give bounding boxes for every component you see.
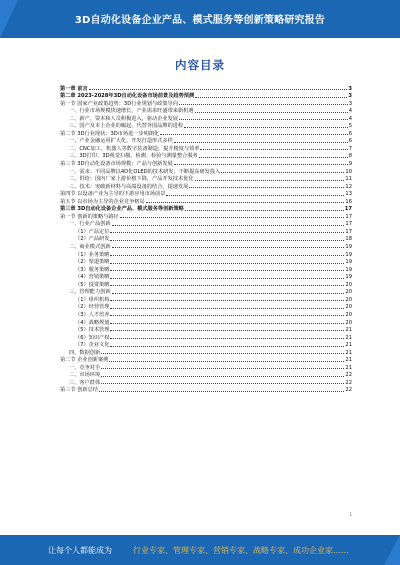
toc-entry-page: 19 bbox=[345, 266, 352, 273]
toc-entry-title: 第一节 国家产业政策趋势：3D行业规划与政策导向 bbox=[60, 100, 178, 107]
toc-entry[interactable] bbox=[60, 137, 352, 145]
toc-entry[interactable] bbox=[60, 371, 352, 379]
toc-entry-title: 第四节 以设备产业为主导的下游应用市场前景 bbox=[60, 191, 166, 198]
toc-entry[interactable] bbox=[60, 250, 352, 258]
toc-entry[interactable] bbox=[60, 333, 352, 341]
toc-entry-title: 第五节 以市场为主导的企业竞争格局 bbox=[60, 198, 145, 205]
toc-entry-title: （2）产品研发 bbox=[75, 236, 110, 243]
toc-entry-title: （3）人才培养 bbox=[75, 311, 110, 318]
toc-leader-dots bbox=[99, 391, 344, 392]
toc-entry-title: 一、行业市场规模快速增长，产业需求旺盛带来新机遇 bbox=[69, 108, 194, 115]
toc-entry[interactable] bbox=[60, 348, 352, 356]
toc-entry-title: 第三节 3D自动化设备市场规模：产品与创新发展 bbox=[60, 161, 173, 168]
toc-entry[interactable] bbox=[60, 265, 352, 273]
toc-leader-dots bbox=[195, 112, 348, 113]
toc-entry-title: 一、需求：不同品牌以4D化OLED的技术研发，不断提高研发投入 bbox=[69, 168, 221, 175]
toc-entry[interactable] bbox=[60, 129, 352, 137]
toc-entry-page: 3 bbox=[348, 93, 352, 100]
toc-entry-page: 21 bbox=[345, 327, 352, 334]
toc-entry-title: 二、CNC加工、机器人等数字装备制造，提升精度与效率 bbox=[69, 145, 200, 152]
toc-leader-dots bbox=[110, 323, 344, 324]
toc-leader-dots bbox=[112, 247, 345, 248]
toc-entry-page: 21 bbox=[345, 357, 352, 364]
toc-entry[interactable] bbox=[60, 273, 352, 281]
toc-entry-page: 19 bbox=[345, 274, 352, 281]
toc-entry[interactable] bbox=[60, 122, 352, 130]
toc-entry-title: 三、3D打印、3D视觉扫描、检测、检验与测量整合服务 bbox=[69, 153, 198, 160]
toc-leader-dots bbox=[110, 278, 344, 279]
footer-slogan: 让每个人都能成为 bbox=[48, 546, 112, 555]
toc-title: 内容目录 bbox=[175, 58, 225, 72]
toc-entry-page: 11 bbox=[345, 176, 352, 183]
toc-entry[interactable] bbox=[60, 205, 352, 213]
toc-entry-title: （1）组织机构 bbox=[75, 296, 110, 303]
toc-entry-page: 7 bbox=[348, 145, 352, 152]
toc-entry-title: （3）服务策略 bbox=[75, 266, 110, 273]
toc-entry-page: 20 bbox=[345, 319, 352, 326]
toc-entry-page: 3 bbox=[348, 100, 352, 107]
toc-leader-dots bbox=[110, 308, 344, 309]
toc-entry[interactable] bbox=[60, 182, 352, 190]
toc-entry-title: 第一章 前言 bbox=[60, 85, 88, 92]
toc-entry-page: 3 bbox=[348, 85, 352, 92]
footer-tagline: 行业专家、管理专家、营销专家、战略专家、成功企业家…… bbox=[133, 546, 349, 555]
table-of-contents bbox=[60, 84, 352, 393]
toc-leader-dots bbox=[195, 180, 345, 181]
toc-leader-dots bbox=[101, 353, 344, 354]
toc-leader-dots bbox=[109, 361, 344, 362]
toc-entry-page: 13 bbox=[345, 191, 352, 198]
toc-entry-page: 20 bbox=[345, 311, 352, 318]
toc-leader-dots bbox=[101, 376, 344, 377]
toc-entry-title: 三、管理能力创新 bbox=[69, 289, 111, 296]
toc-leader-dots bbox=[110, 300, 344, 301]
toc-entry[interactable] bbox=[60, 235, 352, 243]
toc-entry-title: 三、客户群体 bbox=[69, 379, 101, 386]
toc-entry[interactable] bbox=[60, 114, 352, 122]
toc-entry[interactable] bbox=[60, 258, 352, 266]
toc-entry-title: （1）产品定位 bbox=[75, 228, 110, 235]
toc-entry[interactable] bbox=[60, 92, 352, 100]
toc-leader-dots bbox=[199, 157, 348, 158]
toc-leader-dots bbox=[221, 172, 344, 173]
toc-entry[interactable] bbox=[60, 107, 352, 115]
toc-entry[interactable] bbox=[60, 220, 352, 228]
toc-leader-dots bbox=[146, 202, 345, 203]
toc-leader-dots bbox=[189, 187, 344, 188]
toc-leader-dots bbox=[184, 127, 348, 128]
toc-leader-dots bbox=[166, 195, 344, 196]
toc-entry-page: 20 bbox=[345, 304, 352, 311]
toc-entry-page: 12 bbox=[345, 183, 352, 190]
toc-entry-page: 21 bbox=[345, 364, 352, 371]
toc-entry-title: 二、市场环境 bbox=[69, 372, 101, 379]
toc-leader-dots bbox=[174, 164, 348, 165]
toc-entry[interactable] bbox=[60, 84, 352, 92]
toc-entry-title: （4）战略规划 bbox=[75, 319, 110, 326]
toc-leader-dots bbox=[110, 263, 344, 264]
toc-entry-page: 20 bbox=[345, 289, 352, 296]
toc-entry-title: 第二章 2023-2028年3D自动化设备市场前景及趋势预测 bbox=[60, 93, 195, 100]
toc-entry-page: 21 bbox=[345, 349, 352, 356]
toc-entry[interactable] bbox=[60, 212, 352, 220]
toc-entry[interactable] bbox=[60, 99, 352, 107]
toc-entry-title: 一、行业产品创新 bbox=[69, 221, 111, 228]
toc-entry-title: （2）渠道策略 bbox=[75, 259, 110, 266]
toc-leader-dots bbox=[120, 217, 345, 218]
toc-leader-dots bbox=[174, 142, 348, 143]
toc-entry[interactable] bbox=[60, 318, 352, 326]
toc-entry-title: （5）投资策略 bbox=[75, 281, 110, 288]
toc-leader-dots bbox=[89, 89, 348, 90]
toc-entry-title: （4）营销策略 bbox=[75, 274, 110, 281]
toc-entry-title: 二、供给：国内厂家上游价格下降，产品开发技术优化 bbox=[69, 176, 194, 183]
toc-entry-title: （7）企业文化 bbox=[75, 342, 110, 349]
toc-leader-dots bbox=[160, 134, 347, 135]
toc-leader-dots bbox=[112, 225, 345, 226]
toc-entry[interactable] bbox=[60, 378, 352, 386]
toc-entry-title: 第二节 3D行业现状：3D市场进一步明朗化 bbox=[60, 130, 160, 137]
toc-entry-title: （6）知识产权 bbox=[75, 334, 110, 341]
toc-entry-page: 22 bbox=[345, 387, 352, 394]
toc-leader-dots bbox=[110, 270, 344, 271]
toc-entry[interactable] bbox=[60, 159, 352, 167]
toc-entry-page: 19 bbox=[345, 259, 352, 266]
toc-entry-page: 17 bbox=[344, 206, 352, 213]
toc-entry-page: 17 bbox=[345, 213, 352, 220]
toc-entry-title: 三、国产及本土企业的崛起，代替外国品牌的进程 bbox=[69, 123, 184, 130]
toc-leader-dots bbox=[101, 383, 344, 384]
toc-entry-page: 10 bbox=[345, 168, 352, 175]
toc-leader-dots bbox=[110, 240, 344, 241]
toc-leader-dots bbox=[179, 119, 348, 120]
footer-decoration bbox=[384, 535, 400, 565]
toc-entry-title: 第二节 企业创新案例 bbox=[60, 357, 109, 364]
toc-entry[interactable] bbox=[60, 326, 352, 334]
toc-entry-title: （2）经营管理 bbox=[75, 304, 110, 311]
toc-entry[interactable] bbox=[60, 341, 352, 349]
toc-entry[interactable] bbox=[60, 386, 352, 394]
toc-entry-page: 16 bbox=[345, 198, 352, 205]
toc-entry-page: 21 bbox=[345, 342, 352, 349]
toc-entry-title: 二、新产、资本和人员积极进入，驱动企业发展 bbox=[69, 115, 178, 122]
toc-entry[interactable] bbox=[60, 175, 352, 183]
toc-leader-dots bbox=[195, 97, 347, 98]
toc-entry[interactable] bbox=[60, 144, 352, 152]
toc-entry-page: 4 bbox=[348, 115, 352, 122]
toc-entry-page: 20 bbox=[345, 281, 352, 288]
toc-entry[interactable] bbox=[60, 242, 352, 250]
toc-entry[interactable] bbox=[60, 167, 352, 175]
toc-entry-page: 17 bbox=[345, 221, 352, 228]
toc-entry[interactable] bbox=[60, 227, 352, 235]
toc-entry-page: 4 bbox=[348, 108, 352, 115]
toc-entry[interactable] bbox=[60, 280, 352, 288]
toc-leader-dots bbox=[110, 346, 344, 347]
toc-leader-dots bbox=[110, 285, 344, 286]
toc-entry-page: 22 bbox=[345, 379, 352, 386]
toc-leader-dots bbox=[110, 338, 344, 339]
toc-entry-page: 19 bbox=[345, 244, 352, 251]
toc-leader-dots bbox=[179, 104, 348, 105]
toc-entry-page: 20 bbox=[345, 296, 352, 303]
toc-entry[interactable] bbox=[60, 288, 352, 296]
toc-entry-title: 二、商业模式创新 bbox=[69, 244, 111, 251]
toc-entry[interactable] bbox=[60, 310, 352, 318]
toc-leader-dots bbox=[185, 210, 344, 211]
toc-entry-page: 17 bbox=[345, 228, 352, 235]
toc-entry-title: 一、竞争对手 bbox=[69, 364, 101, 371]
page-number: 1 bbox=[349, 512, 352, 517]
toc-entry-page: 19 bbox=[345, 251, 352, 258]
toc-entry[interactable] bbox=[60, 295, 352, 303]
toc-entry-title: 一、产业金融运用扩大化，开发打造形式多样 bbox=[69, 138, 173, 145]
toc-leader-dots bbox=[110, 232, 344, 233]
toc-entry-title: 三、技术：突破新材料与高端设备的结合，提速发展 bbox=[69, 183, 189, 190]
toc-entry-title: 第一节 创新的策略与路径 bbox=[60, 213, 119, 220]
toc-entry[interactable] bbox=[60, 363, 352, 371]
toc-entry[interactable] bbox=[60, 197, 352, 205]
toc-leader-dots bbox=[200, 149, 347, 150]
footer-band bbox=[0, 535, 400, 565]
toc-entry-page: 9 bbox=[348, 161, 352, 168]
toc-entry[interactable] bbox=[60, 303, 352, 311]
toc-entry[interactable] bbox=[60, 152, 352, 160]
toc-entry-title: （5）技术管理 bbox=[75, 327, 110, 334]
toc-leader-dots bbox=[101, 368, 344, 369]
toc-entry-title: 第三章 3D自动化设备企业产品、模式服务等创新策略 bbox=[60, 206, 184, 213]
toc-entry-page: 18 bbox=[345, 236, 352, 243]
toc-entry[interactable] bbox=[60, 356, 352, 364]
toc-entry-page: 21 bbox=[345, 334, 352, 341]
report-title: 3D自动化设备企业产品、模式服务等创新策略研究报告 bbox=[74, 15, 326, 26]
toc-leader-dots bbox=[112, 293, 345, 294]
toc-leader-dots bbox=[110, 330, 344, 331]
toc-entry-title: （1）业务策略 bbox=[75, 251, 110, 258]
toc-leader-dots bbox=[110, 315, 344, 316]
toc-leader-dots bbox=[110, 255, 344, 256]
toc-entry-page: 5 bbox=[348, 123, 352, 130]
toc-entry-page: 6 bbox=[348, 130, 352, 137]
toc-entry-page: 22 bbox=[345, 372, 352, 379]
header-band bbox=[0, 0, 400, 38]
toc-entry[interactable] bbox=[60, 190, 352, 198]
toc-entry-page: 8 bbox=[348, 153, 352, 160]
toc-entry-title: 第三节 创新总结 bbox=[60, 387, 98, 394]
toc-entry-title: 四、数据创新 bbox=[69, 349, 101, 356]
toc-entry-page: 6 bbox=[348, 138, 352, 145]
